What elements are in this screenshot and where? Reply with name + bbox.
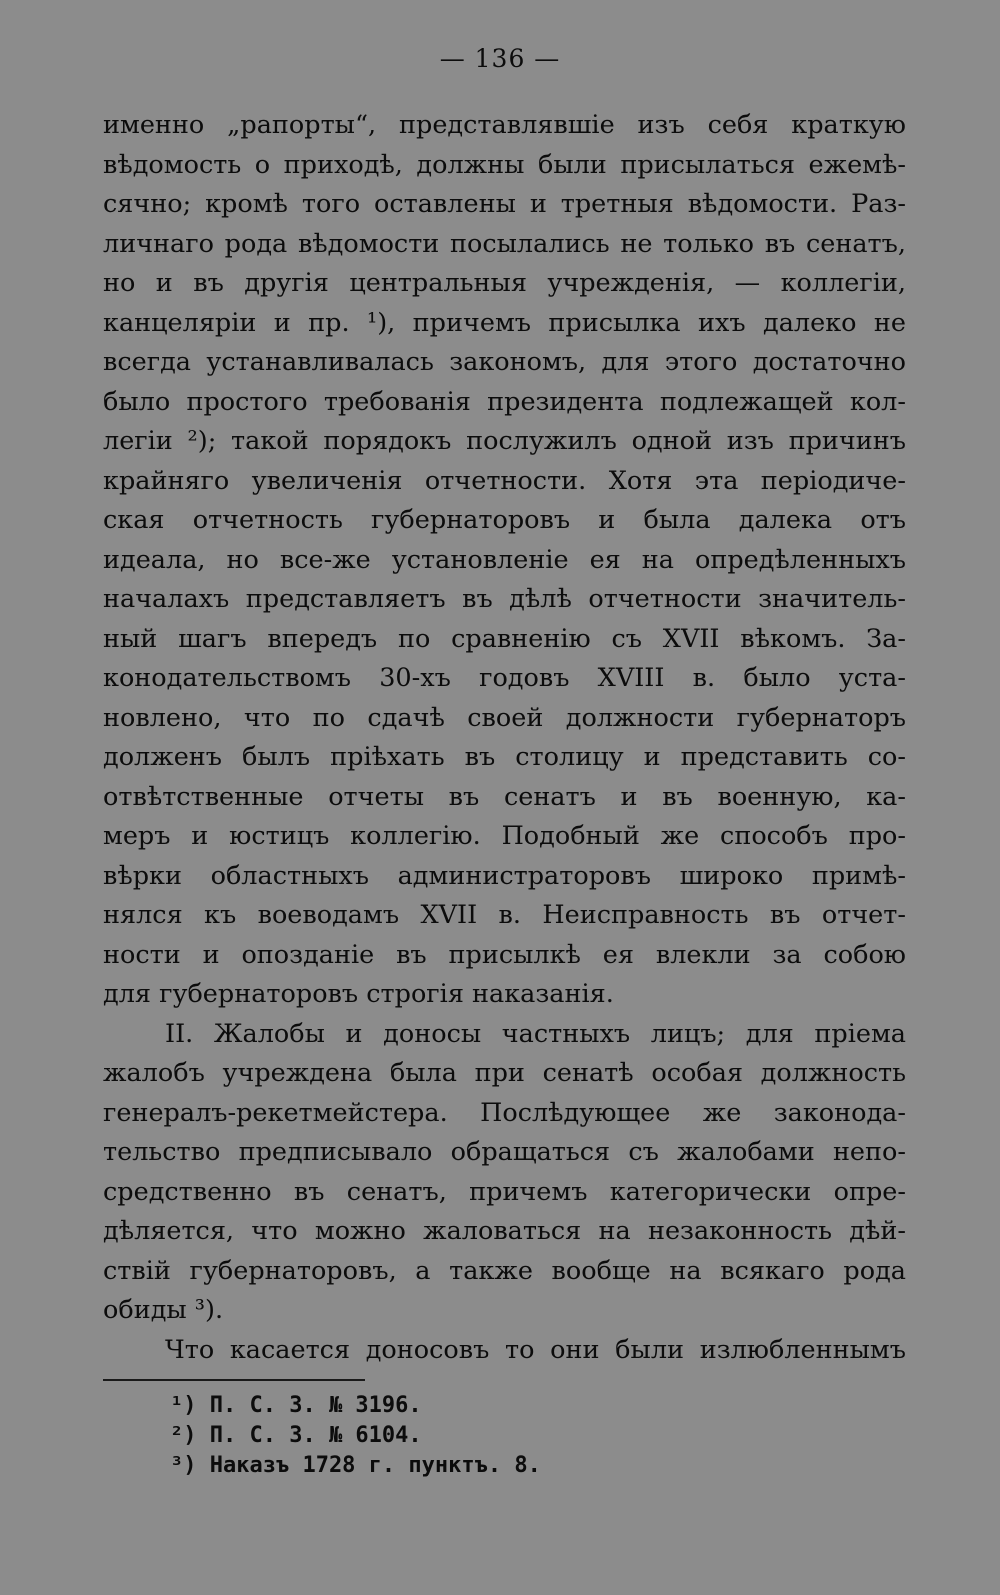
footnote: ²) П. С. З. № 6104. bbox=[170, 1423, 422, 1448]
text-line: канцеляріи и пр. ¹), причемъ присылка ихъ далеко не bbox=[103, 307, 906, 338]
text-line: нялся къ воеводамъ XVII в. Неисправность въ отчет- bbox=[103, 900, 906, 930]
text-line: личнаго рода вѣдомости посылались не только въ сенатъ, bbox=[103, 228, 906, 259]
text-line: генералъ-рекетмейстера. Послѣдующее же законода- bbox=[103, 1097, 906, 1128]
text-line: отвѣтственные отчеты въ сенатъ и въ военную, ка- bbox=[103, 781, 906, 812]
main-text bbox=[103, 106, 906, 1370]
text-line: всегда устанавливалась закономъ, для этого достаточно bbox=[103, 347, 906, 377]
text-line: долженъ былъ пріѣхать въ столицу и представить со- bbox=[103, 742, 906, 772]
text-line: но и въ другія центральныя учрежденія, — коллегіи, bbox=[103, 268, 906, 298]
footnote-divider bbox=[103, 1379, 365, 1381]
text-line: обиды ³). bbox=[103, 1295, 224, 1325]
text-line: ствій губернаторовъ, а также вообще на всякаго рода bbox=[103, 1255, 906, 1286]
text-line: ская отчетность губернаторовъ и была далека отъ bbox=[103, 505, 906, 535]
text-line: вѣрки областныхъ администраторовъ широко примѣ- bbox=[103, 860, 906, 891]
footnote: ¹) П. С. З. № 3196. bbox=[170, 1393, 422, 1418]
text-line: вѣдомость о приходѣ, должны были присылаться ежемѣ- bbox=[103, 149, 906, 180]
text-line: было простого требованія президента подлежащей кол- bbox=[103, 386, 906, 417]
text-line: дѣляется, что можно жаловаться на незаконность дѣй- bbox=[103, 1216, 906, 1246]
text-line: идеала, но все-же установленіе ея на опредѣленныхъ bbox=[103, 544, 906, 575]
footnotes bbox=[170, 1391, 541, 1481]
text-line: легіи ²); такой порядокъ послужилъ одной изъ причинъ bbox=[103, 426, 906, 456]
text-line: новлено, что по сдачѣ своей должности губернаторъ bbox=[103, 702, 906, 733]
footnote: ³) Наказъ 1728 г. пунктъ. 8. bbox=[170, 1453, 541, 1478]
text-line: конодательствомъ 30-хъ годовъ XVIII в. было уста- bbox=[103, 663, 906, 693]
text-line: жалобъ учреждена была при сенатѣ особая должность bbox=[103, 1058, 906, 1088]
text-line: II. Жалобы и доносы частныхъ лицъ; для пріема bbox=[165, 1018, 906, 1049]
text-line: тельство предписывало обращаться съ жалобами непо- bbox=[103, 1137, 906, 1167]
text-line: Что касается доносовъ то они были излюбленнымъ bbox=[165, 1334, 906, 1365]
page-number: — 136 — bbox=[439, 44, 561, 73]
text-line: средственно въ сенатъ, причемъ категорически опре- bbox=[103, 1176, 906, 1207]
text-line: для губернаторовъ строгія наказанія. bbox=[103, 979, 614, 1009]
text-line: ный шагъ впередъ по сравненію съ XVII вѣкомъ. За- bbox=[103, 623, 906, 654]
text-line: крайняго увеличенія отчетности. Хотя эта періодиче- bbox=[103, 465, 906, 496]
text-line: именно „рапорты“, представлявшіе изъ себя краткую bbox=[103, 110, 906, 140]
text-line: ности и опозданіе въ присылкѣ ея влекли за собою bbox=[103, 939, 906, 970]
text-line: меръ и юстицъ коллегію. Подобный же способъ про- bbox=[103, 821, 906, 851]
text-line: началахъ представляетъ въ дѣлѣ отчетности значитель- bbox=[103, 584, 906, 614]
text-line: сячно; кромѣ того оставлены и третныя вѣдомости. Раз- bbox=[103, 189, 906, 219]
